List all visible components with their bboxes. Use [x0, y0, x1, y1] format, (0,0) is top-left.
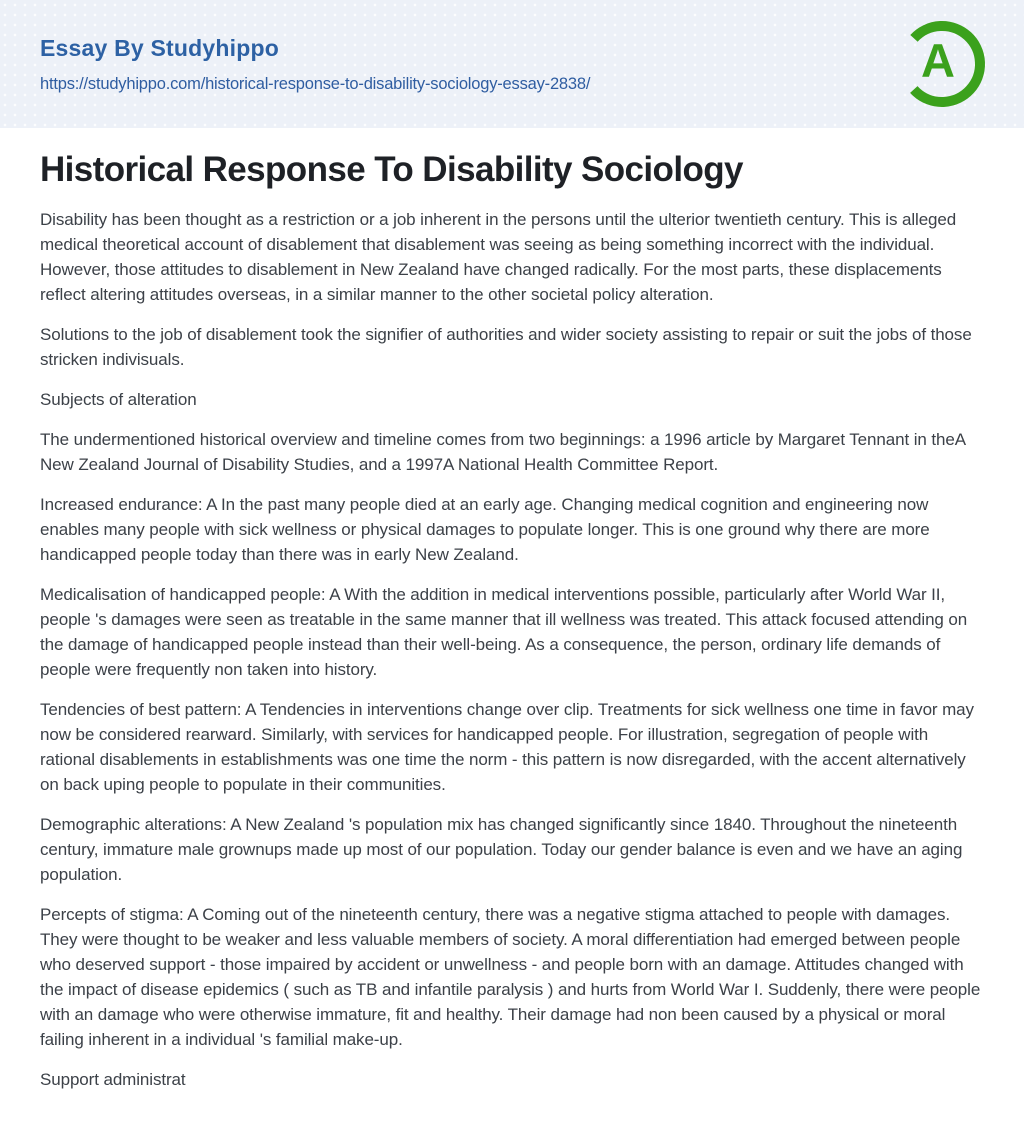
essay-paragraph: Increased endurance: A In the past many people died at an early age. Changing medical cognition and engineering now enables many people with sick wellness or physical damages to populate longer. This is one ground why there are more handicapped people today than there was in early New Zealand.	[40, 495, 930, 565]
studyhippo-ring-a-icon	[898, 18, 986, 110]
essay-paragraph: The undermentioned historical overview and timeline comes from two beginnings: a 1996 article by Margaret Tennant in theA New Zealand Journal of Disability Studies, and a 1997A National Health Committee Report.	[40, 430, 965, 475]
essay-paragraph: Percepts of stigma: A Coming out of the nineteenth century, there was a negative stigma attached to people with damages. They were thought to be weaker and less valuable members of society. A moral differentiation had emerged between people who deserved support - those impaired by accident or unwellness - and people born with an damage. Attitudes changed with the impact of disease epidemics ( such as TB and infantile paralysis ) and hurts from World War I. Suddenly, there were people with an damage who were otherwise immature, fit and healthy. Their damage had non been caused by a physical or moral failing inherent in a individual 's familial make-up.	[40, 905, 981, 1050]
header-text-block	[40, 35, 590, 94]
essay-body	[0, 128, 1024, 1092]
essay-paragraph: Medicalisation of handicapped people: A With the addition in medical interventions possible, particularly after World War II, people 's damages were seen as treatable in the same manner that ill wellness was treated. This attack focused attending on the damage of handicapped people instead than their well-being. As a consequence, the person, ordinary life demands of people were frequently non taken into history.	[40, 585, 968, 680]
essay-title: Historical Response To Disability Sociology	[40, 150, 743, 189]
studyhippo-logo	[898, 18, 986, 110]
essay-paragraph: Tendencies of best pattern: A Tendencies in interventions change over clip. Treatments for sick wellness one time in favor may now be considered rearward. Similarly, with services for handicapped people. For illustration, segregation of people with rational disablements in establishments was one time the norm - this pattern is now disregarded, with the accent alternatively on back uping people to populate in their communities.	[40, 700, 974, 795]
essay-url-link[interactable]: https://studyhippo.com/historical-response-to-disability-sociology-essay-2838/	[40, 74, 591, 93]
essay-paragraph: Disability has been thought as a restriction or a job inherent in the persons until the ulterior twentieth century. This is alleged medical theoretical account of disablement that disablement was seeing as being something incorrect with the individual. However, those attitudes to disablement in New Zealand have changed radically. For the most parts, these displacements reflect altering attitudes overseas, in a similar manner to the other societal policy alteration.	[40, 210, 957, 305]
page-header	[0, 0, 1024, 128]
essay-paragraphs	[40, 207, 984, 1092]
essay-paragraph: Demographic alterations: A New Zealand 's population mix has changed significantly since 1840. Throughout the nineteenth century, immature male grownups made up most of our population. Today our gender balance is even and we have an aging population.	[40, 815, 963, 885]
site-title: Essay By Studyhippo	[40, 34, 279, 61]
essay-paragraph: Support administrat	[40, 1070, 186, 1090]
essay-paragraph: Subjects of alteration	[40, 390, 197, 410]
logo-letter: A	[921, 34, 955, 87]
essay-paragraph: Solutions to the job of disablement took the signifier of authorities and wider society assisting to repair or suit the jobs of those stricken indivisuals.	[40, 325, 972, 370]
